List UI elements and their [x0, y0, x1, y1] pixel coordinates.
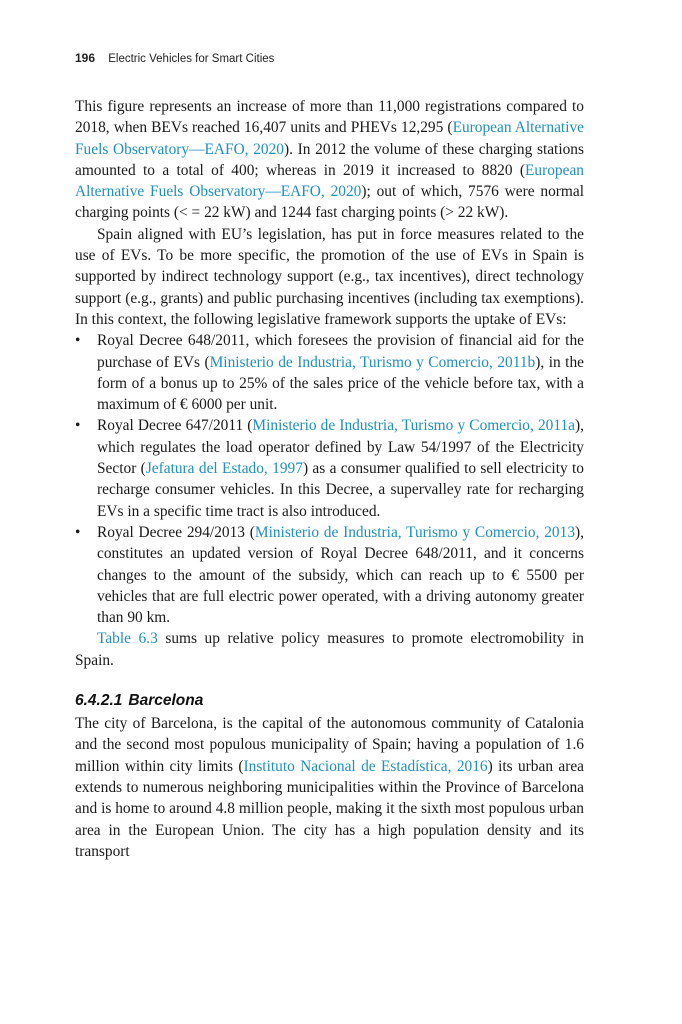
text-run: Royal Decree 648/2011, which foresees the provision of financial aid for the purchase of EVs (: [97, 332, 584, 371]
table-link[interactable]: Table 6.3: [97, 630, 158, 648]
running-head: [75, 51, 274, 65]
bullet-icon: •: [75, 417, 81, 435]
section-number: 6.4.2.1: [75, 692, 123, 710]
citation-link[interactable]: Ministerio de Industria, Turismo y Comercio, 2011b: [209, 353, 536, 371]
section-heading: [75, 690, 584, 711]
citation-link[interactable]: Jefatura del Estado, 1997: [145, 460, 303, 478]
text-run: Royal Decree 647/2011 (: [97, 417, 253, 435]
text-run: ) its urban area extends to numerous neighboring municipalities within the Province of Barcelona and is home to around 4.8 million people, making it the sixth most populous urban area in the European Union. The city has a high population density and its transport: [75, 757, 585, 860]
citation-link[interactable]: Ministerio de Industria, Turismo y Comercio, 2011a: [252, 417, 576, 435]
bullet-icon: •: [75, 523, 81, 541]
body-text: [75, 96, 584, 862]
text-run: sums up relative policy measures to promote electromobility in Spain.: [75, 630, 584, 669]
book-title: Electric Vehicles for Smart Cities: [108, 53, 275, 65]
text-run: ), which regulates the load operator defined by Law 54/1997 of the Electricity Sector (: [97, 417, 584, 478]
text-run: ). In 2012 the volume of these charging stations amounted to a total of 400; whereas in 2019 it increased to 8820 (: [75, 140, 584, 179]
section-title: Barcelona: [128, 692, 204, 710]
list-item: [75, 415, 584, 521]
paragraph-spain-legislation: Spain aligned with EU’s legislation, has put in force measures related to the use of EVs. To be more specific, the promotion of the use of EVs in Spain is supported by indirect technology support (e.g., tax incentives), direct technology support (e.g., grants) and public purchasing incentives (including tax exemptions). In this context, the following legislative framework supports the uptake of EVs:: [75, 225, 584, 328]
page-number: 196: [75, 51, 96, 65]
paragraph-registrations: [75, 96, 584, 224]
text-run: This figure represents an increase of more than 11,000 registrations compared to 2018, when BEVs reached 16,407 units and PHEVs 12,295 (: [75, 98, 584, 137]
list-item: [75, 330, 584, 415]
citation-link[interactable]: Instituto Nacional de Estadística, 2016: [243, 757, 488, 775]
text-run: ), in the form of a bonus up to 25% of the sales price of the vehicle before tax, with a maximum of € 6000 per unit.: [97, 353, 584, 414]
citation-link[interactable]: Ministerio de Industria, Turismo y Comercio, 2013: [254, 523, 576, 541]
legislation-list: [75, 330, 584, 628]
citation-link[interactable]: European Alternative Fuels Observatory—EAFO, 2020: [75, 161, 584, 201]
paragraph-table-reference: [75, 628, 584, 671]
text-run: Royal Decree 294/2013 (: [97, 523, 255, 541]
bullet-icon: •: [75, 332, 81, 350]
text-run: ), constitutes an updated version of Royal Decree 648/2011, and it concerns changes to the amount of the subsidy, which can reach up to € 5500 per vehicles that are full electric power operated, with a driving autonomy greater than 90 km.: [97, 523, 584, 627]
text-run: ); out of which, 7576 were normal charging points (< = 22 kW) and 1244 fast charging points (> 22 kW).: [75, 183, 585, 222]
paragraph-barcelona: [75, 713, 584, 862]
list-item: [75, 522, 584, 628]
citation-link[interactable]: European Alternative Fuels Observatory—EAFO, 2020: [75, 119, 585, 158]
text-run: The city of Barcelona, is the capital of the autonomous community of Catalonia and the second most populous municipality of Spain; having a population of 1.6 million within city limits (: [75, 715, 584, 775]
text-run: ) as a consumer qualified to sell electricity to recharge consumer vehicles. In this Decree, a supervalley rate for recharging EVs in a specific time tract is also introduced.: [97, 460, 584, 520]
